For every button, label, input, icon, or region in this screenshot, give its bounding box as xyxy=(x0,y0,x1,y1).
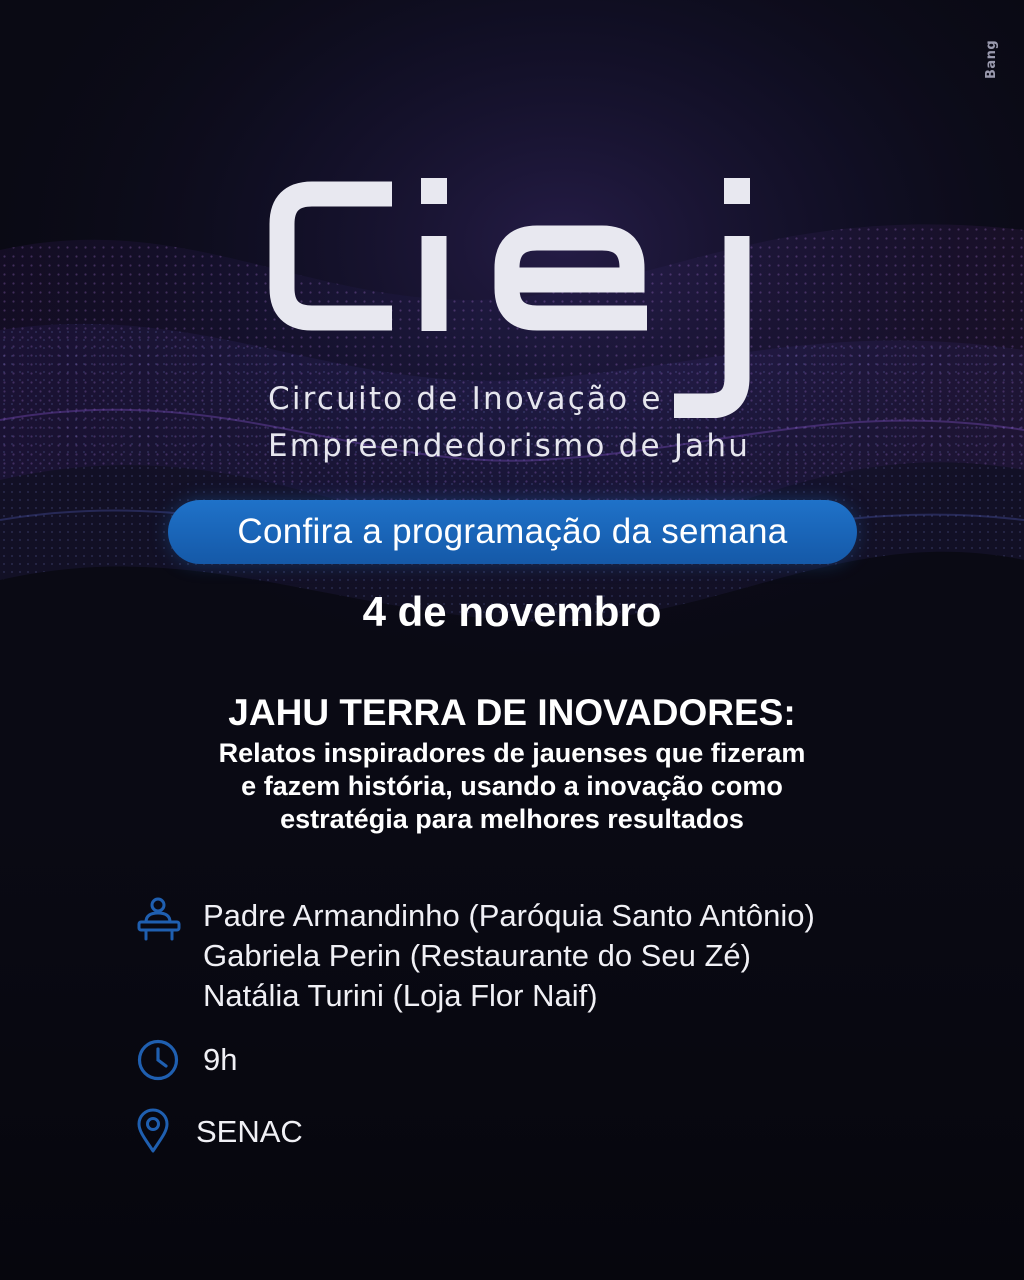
map-pin-icon xyxy=(136,1108,170,1154)
clock-icon xyxy=(136,1038,180,1082)
logo-subtitle-line1: Circuito de Inovação e xyxy=(268,381,663,417)
schedule-banner: Confira a programação da semana xyxy=(168,500,857,564)
speaker-item: Natália Turini (Loja Flor Naif) xyxy=(203,978,598,1013)
event-title: JAHU TERRA DE INOVADORES: xyxy=(228,692,796,733)
event-description-line: Relatos inspiradores de jauenses que fizeram xyxy=(218,738,806,768)
logo-subtitle-line2: Empreendedorismo de Jahu xyxy=(268,428,751,464)
event-description-line: estratégia para melhores resultados xyxy=(280,804,744,834)
event-date: 4 de novembro xyxy=(362,588,662,635)
presenter-icon xyxy=(136,896,182,942)
event-description xyxy=(0,737,1024,836)
speaker-item: Gabriela Perin (Restaurante do Seu Zé) xyxy=(203,938,751,973)
event-location: SENAC xyxy=(196,1114,303,1149)
speaker-list xyxy=(203,896,815,1016)
event-description-line: e fazem história, usando a inovação como xyxy=(241,771,783,801)
speaker-item: Padre Armandinho (Paróquia Santo Antônio) xyxy=(203,898,815,933)
event-time: 9h xyxy=(203,1042,238,1077)
artist-credit: Bang xyxy=(984,39,999,79)
